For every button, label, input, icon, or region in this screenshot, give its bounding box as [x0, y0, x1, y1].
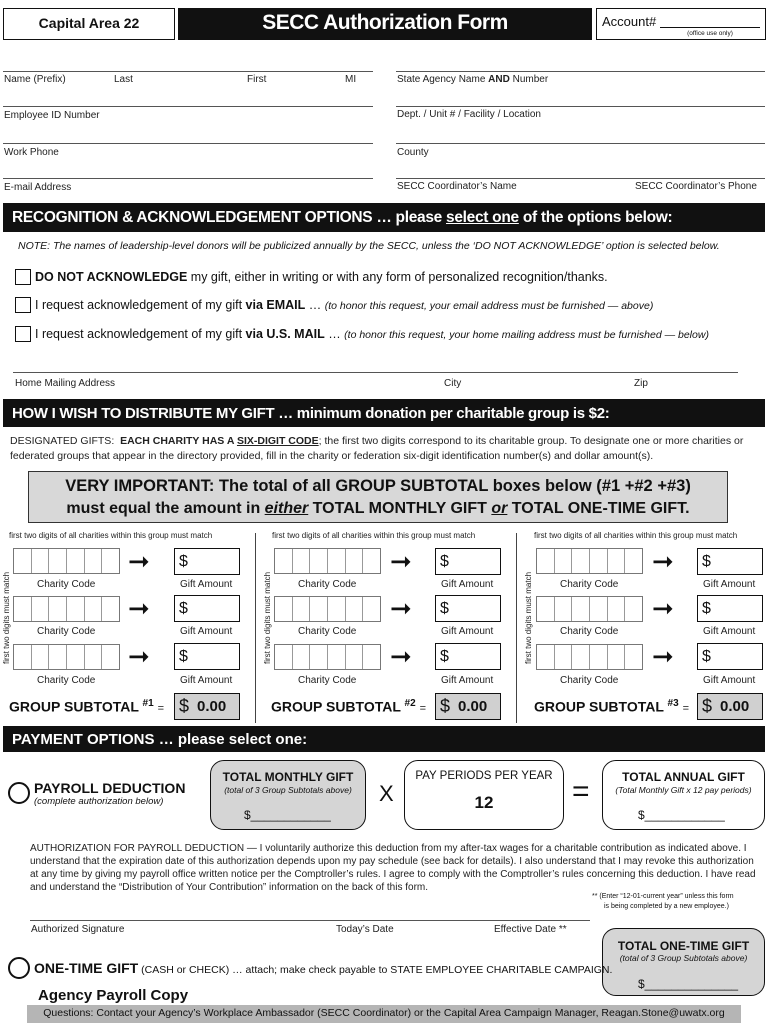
equals-sign: = [682, 702, 689, 715]
group1-charity-code-3[interactable] [13, 644, 120, 670]
charity-code-caption: Charity Code [560, 626, 619, 637]
phone-label: Work Phone [4, 147, 59, 158]
group3-charity-code-3[interactable] [536, 644, 643, 670]
group3-top-note: first two digits of all charities within this group must match [534, 531, 738, 540]
subtotal-dollar: $ [179, 696, 190, 716]
email-label: E-mail Address [4, 182, 72, 193]
group3-subtotal-value: 0.00 [720, 698, 750, 715]
option2-note: (to honor this request, your email address must be furnished — above) [324, 300, 654, 312]
name-line[interactable] [3, 71, 373, 72]
imp2-or: or [491, 500, 508, 517]
option3-pre: I request acknowledgement of my gift [35, 327, 246, 341]
group3-subtotal-box[interactable] [697, 693, 763, 720]
recognition-bar-post: of the options below: [518, 208, 673, 226]
charity-code-caption: Charity Code [560, 675, 619, 686]
agency-label-pre: State Agency Name [397, 74, 489, 85]
group2-gift-amount-1[interactable]: $ [435, 548, 501, 575]
payroll-sublabel: (complete authorization below) [34, 796, 164, 807]
dept-label: Dept. / Unit # / Facility / Location [397, 109, 541, 120]
group1-num: #1 [142, 698, 154, 709]
recognition-bar-pre: RECOGNITION & ACKNOWLEDGEMENT OPTIONS … please [12, 208, 447, 226]
onetime-title: TOTAL ONE-TIME GIFT [617, 939, 750, 953]
group3-charity-code-1[interactable] [536, 548, 643, 574]
imp2-end: TOTAL ONE-TIME GIFT. [507, 500, 690, 517]
option1-text: my gift, either in writing or with any form of personalized recognition/thanks. [187, 270, 608, 284]
group3-gift-amount-1[interactable]: $ [697, 548, 763, 575]
agency-payroll-copy: Agency Payroll Copy [38, 987, 189, 1004]
one-time-bold: ONE-TIME GIFT [34, 960, 139, 976]
dept-line[interactable] [396, 106, 765, 107]
zip-label: Zip [634, 378, 648, 389]
one-time-label [34, 960, 612, 978]
group2-gift-amount-3[interactable]: $ [435, 643, 501, 670]
one-time-radio[interactable] [8, 957, 30, 979]
distribute-bar-text: HOW I WISH TO DISTRIBUTE MY GIFT … minimum donation per charitable group is $2: [12, 404, 610, 422]
annual-title: TOTAL ANNUAL GIFT [622, 770, 745, 784]
last-label: Last [114, 74, 133, 85]
charity-code-caption: Charity Code [560, 579, 619, 590]
group2-top-note: first two digits of all charities within this group must match [272, 531, 476, 540]
imp1-text: : The total of all GROUP SUBTOTAL boxes below ( [208, 477, 602, 495]
charity-code-caption: Charity Code [37, 675, 96, 686]
very-important-line2 [28, 500, 728, 518]
agency-label-post: Number [509, 74, 549, 85]
agency-line[interactable] [396, 71, 765, 72]
mi-label: MI [345, 74, 357, 85]
imp1-end: ) [685, 477, 691, 495]
arrow-right-icon: ➞ [390, 593, 412, 623]
arrow-right-icon: ➞ [128, 641, 150, 671]
gift-amount-caption: Gift Amount [703, 579, 756, 590]
arrow-right-icon: ➞ [652, 546, 674, 576]
group1-charity-code-2[interactable] [13, 596, 120, 622]
account-input[interactable] [660, 26, 760, 28]
phone-line[interactable] [3, 143, 373, 144]
employee-id-label: Employee ID Number [4, 110, 100, 121]
gift-amount-caption: Gift Amount [441, 579, 494, 590]
equals-sign: = [157, 702, 164, 715]
option2-ellipsis: … [305, 298, 325, 312]
option2-bold: via EMAIL [245, 298, 306, 312]
onetime-amount-field[interactable]: $______________ [638, 977, 739, 991]
county-label: County [397, 147, 429, 158]
agency-label-and: AND [488, 74, 510, 85]
option3-note: (to honor this request, your home mailing address must be furnished — below) [344, 329, 709, 341]
monthly-title: TOTAL MONTHLY GIFT [222, 770, 354, 784]
periods-value: 12 [474, 793, 494, 812]
periods-title: PAY PERIODS PER YEAR [415, 770, 553, 782]
arrow-right-icon: ➞ [652, 593, 674, 623]
subtotal-dollar: $ [440, 696, 451, 716]
equals-sign: = [419, 702, 426, 715]
authorization-text: AUTHORIZATION FOR PAYROLL DEDUCTION — I voluntarily authorize this deduction from my after-tax wages for a charitable contribution as indicated above. I understand that the expiration date of this authorization depends upon my pay schedule (see back for details). I also understand that I may revoke this authorization at any time by giving my payroll office written notice per the Comptroller’s rules. I agree to comply with the Comptroller’s rules concerning this deduction. I have read and understand the “Distribution of Your Contribution” information on the back of this form. [30, 843, 756, 893]
subtotal-label-text: GROUP SUBTOTAL [271, 698, 401, 715]
group-divider-1 [255, 533, 256, 723]
group2-charity-code-3[interactable] [274, 644, 381, 670]
group1-subtotal-box[interactable] [174, 693, 240, 720]
group1-gift-amount-3[interactable]: $ [174, 643, 240, 670]
group2-num: #2 [404, 698, 416, 709]
arrow-right-icon: ➞ [390, 641, 412, 671]
coordinator-name-label: SECC Coordinator’s Name [397, 181, 517, 192]
arrow-right-icon: ➞ [128, 593, 150, 623]
email-ack-checkbox[interactable] [15, 297, 31, 313]
group2-subtotal-value: 0.00 [458, 698, 488, 715]
home-address-line[interactable] [13, 372, 738, 373]
today-date-label: Today’s Date [336, 924, 394, 935]
group2-charity-code-2[interactable] [274, 596, 381, 622]
email-line[interactable] [3, 178, 373, 179]
imp2-pre: must equal the amount in [66, 500, 265, 517]
effective-note-2: is being completed by a new employee.) [604, 903, 729, 910]
equals-big: = [572, 775, 590, 808]
onetime-sub: (total of 3 Group Subtotals above) [619, 953, 748, 963]
group2-charity-code-1[interactable] [274, 548, 381, 574]
gift-amount-caption: Gift Amount [180, 675, 233, 686]
charity-code-caption: Charity Code [37, 579, 96, 590]
group3-subtotal-label [534, 698, 689, 715]
designated-post: ; the first two digits correspond to its charitable group. To designate one or more charities or federated groups that appear in the directory provided, fill in the charity or federation six-digit identification number(s) and dollar amount(s). [10, 435, 744, 462]
gift-amount-caption: Gift Amount [180, 626, 233, 637]
group2-subtotal-label [271, 698, 426, 715]
arrow-right-icon: ➞ [128, 546, 150, 576]
annual-sub: (Total Monthly Gift x 12 pay periods) [615, 785, 752, 795]
group1-gift-amount-2[interactable]: $ [174, 595, 240, 622]
imp2-either: either [264, 500, 309, 517]
gift-amount-caption: Gift Amount [441, 675, 494, 686]
subtotal-dollar: $ [702, 696, 713, 716]
designated-pre: DESIGNATED GIFTS: [10, 435, 121, 447]
gift-amount-caption: Gift Amount [703, 675, 756, 686]
imp2-mid: TOTAL MONTHLY GIFT [308, 500, 492, 517]
mail-ack-checkbox[interactable] [15, 326, 31, 342]
option1-bold: DO NOT ACKNOWLEDGE [35, 270, 188, 284]
group2-gift-amount-2[interactable]: $ [435, 595, 501, 622]
city-label: City [444, 378, 462, 389]
group2-side-note: first two digits must match [263, 571, 272, 664]
monthly-sub: (total of 3 Group Subtotals above) [224, 785, 352, 795]
payroll-label: PAYROLL DEDUCTION [34, 780, 186, 796]
option-do-not-acknowledge [35, 270, 608, 284]
option3-ellipsis: … [324, 327, 345, 341]
option-mail [35, 327, 709, 341]
signature-label: Authorized Signature [31, 924, 125, 935]
annual-amount-field[interactable]: $____________ [638, 808, 725, 822]
name-label: Name (Prefix) [4, 74, 66, 85]
group3-num: #3 [667, 698, 679, 709]
recognition-bar-select: select one [446, 208, 519, 226]
gift-amount-caption: Gift Amount [180, 579, 233, 590]
agency-label [397, 74, 548, 85]
page-title: SECC Authorization Form [262, 11, 508, 34]
charity-code-caption: Charity Code [298, 579, 357, 590]
group1-top-note: first two digits of all charities within this group must match [9, 531, 213, 540]
employee-id-line[interactable] [3, 106, 373, 107]
imp1-bold: VERY IMPORTANT [65, 477, 209, 495]
group-divider-2 [516, 533, 517, 723]
designated-code: SIX-DIGIT CODE [236, 435, 319, 447]
first-label: First [247, 74, 267, 85]
do-not-acknowledge-checkbox[interactable] [15, 269, 31, 285]
charity-code-caption: Charity Code [37, 626, 96, 637]
charity-code-caption: Charity Code [298, 626, 357, 637]
effective-date-label: Effective Date ** [494, 924, 567, 935]
monthly-amount-field[interactable]: $____________ [244, 808, 331, 822]
option3-bold: via U.S. MAIL [245, 327, 325, 341]
group3-charity-code-2[interactable] [536, 596, 643, 622]
group1-gift-amount-1[interactable]: $ [174, 548, 240, 575]
office-use-note: (office use only) [687, 30, 733, 37]
charity-code-caption: Charity Code [298, 675, 357, 686]
times-sign: X [379, 781, 394, 806]
coordinator-phone-label: SECC Coordinator’s Phone [635, 181, 757, 192]
group1-subtotal-value: 0.00 [197, 698, 227, 715]
distribute-bar [3, 399, 765, 427]
payment-bar [3, 726, 765, 752]
option2-pre: I request acknowledgement of my gift [35, 298, 246, 312]
coordinator-line[interactable] [396, 178, 765, 179]
area-label: Capital Area 22 [38, 15, 140, 31]
group3-gift-amount-2[interactable]: $ [697, 595, 763, 622]
group3-gift-amount-3[interactable]: $ [697, 643, 763, 670]
designated-gifts-text [10, 434, 760, 464]
very-important-line1 [28, 477, 728, 496]
option-email [35, 298, 653, 312]
signature-line[interactable] [30, 920, 590, 921]
group1-side-note: first two digits must match [2, 571, 11, 664]
gift-amount-caption: Gift Amount [441, 626, 494, 637]
payment-bar-text: PAYMENT OPTIONS … please select one: [12, 730, 308, 748]
recognition-bar [3, 203, 765, 232]
designated-bold: EACH CHARITY HAS A [120, 435, 237, 447]
group1-charity-code-1[interactable] [13, 548, 120, 574]
group2-subtotal-box[interactable] [435, 693, 501, 720]
account-label: Account# [602, 14, 657, 29]
payroll-radio[interactable] [8, 782, 30, 804]
group1-subtotal-label [9, 698, 164, 715]
recognition-note: NOTE: The names of leadership-level donors will be publicized annually by the SECC, unless the ‘DO NOT ACKNOWLEDGE’ option is selected below. [18, 240, 720, 252]
one-time-rest: (CASH or CHECK) … attach; make check payable to STATE EMPLOYEE CHARITABLE CAMPAIGN. [138, 964, 613, 976]
arrow-right-icon: ➞ [652, 641, 674, 671]
home-address-label: Home Mailing Address [15, 378, 116, 389]
gift-amount-caption: Gift Amount [703, 626, 756, 637]
subtotal-label-text: GROUP SUBTOTAL [9, 698, 139, 715]
subtotal-label-text: GROUP SUBTOTAL [534, 698, 664, 715]
county-line[interactable] [396, 143, 765, 144]
arrow-right-icon: ➞ [390, 546, 412, 576]
group3-side-note: first two digits must match [524, 571, 533, 664]
effective-note-1: ** (Enter “12-01-current year” unless this form [592, 893, 734, 900]
imp1-refs: #1 +#2 +#3 [601, 477, 686, 495]
questions-text: Questions: Contact your Agency’s Workplace Ambassador (SECC Coordinator) or the Capital Area Campaign Manager, Reagan.Stone@uwatx.org [43, 1007, 725, 1019]
